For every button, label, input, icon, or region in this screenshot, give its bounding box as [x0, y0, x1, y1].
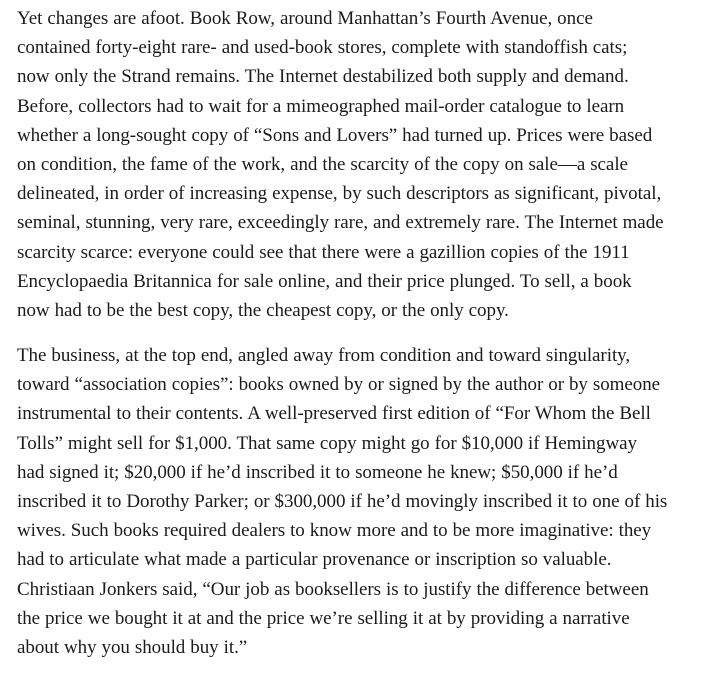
- paragraph-2: [17, 341, 719, 662]
- text-line: Christiaan Jonkers said, “Our job as booksellers is to justify the difference between: [17, 578, 649, 600]
- text-line: whether a long-sought copy of “Sons and Lovers” had turned up. Prices were based: [17, 124, 653, 146]
- text-line: the price we bought it at and the price we’re selling it at by providing a narrative: [17, 607, 630, 629]
- text-line: scarcity scarce: everyone could see that there were a gazillion copies of the 1911: [17, 241, 630, 263]
- text-line: now only the Strand remains. The Internet destabilized both supply and demand.: [17, 66, 629, 88]
- text-line: had to articulate what made a particular provenance or inscription so valuable.: [17, 549, 612, 571]
- text-line: about why you should buy it.”: [17, 636, 248, 658]
- text-line: inscribed it to Dorothy Parker; or $300,000 if he’d movingly inscribed it to one of his: [17, 491, 668, 512]
- text-line: seminal, stunning, very rare, exceedingly rare, and extremely rare. The Internet made: [17, 212, 664, 234]
- article-body: [17, 4, 719, 662]
- text-line: toward “association copies”: books owned by or signed by the author or by someone: [17, 374, 661, 396]
- text-line: wives. Such books required dealers to know more and to be more imaginative: they: [17, 520, 652, 542]
- text-line: Tolls” might sell for $1,000. That same copy might go for $10,000 if Hemingway: [17, 432, 637, 454]
- text-line: contained forty-eight rare- and used-book stores, complete with standoffish cats;: [17, 37, 628, 59]
- text-line: The business, at the top end, angled away from condition and toward singularity,: [17, 345, 631, 367]
- text-line: instrumental to their contents. A well-preserved first edition of “For Whom the Bell: [17, 403, 651, 425]
- text-line: had signed it; $20,000 if he’d inscribed it to someone he knew; $50,000 if he’d: [17, 461, 618, 483]
- text-line: Yet changes are afoot. Book Row, around Manhattan’s Fourth Avenue, once: [17, 8, 593, 29]
- text-line: on condition, the fame of the work, and the scarcity of the copy on sale—a scale: [17, 153, 628, 175]
- text-line: now had to be the best copy, the cheapest copy, or the only copy.: [17, 299, 509, 321]
- text-line: delineated, in order of increasing expense, by such descriptors as significant, pivotal,: [17, 183, 662, 205]
- text-line: Before, collectors had to wait for a mimeographed mail-order catalogue to learn: [17, 95, 625, 117]
- paragraph-1: [17, 4, 719, 325]
- text-line: Encyclopaedia Britannica for sale online, and their price plunged. To sell, a book: [17, 270, 632, 292]
